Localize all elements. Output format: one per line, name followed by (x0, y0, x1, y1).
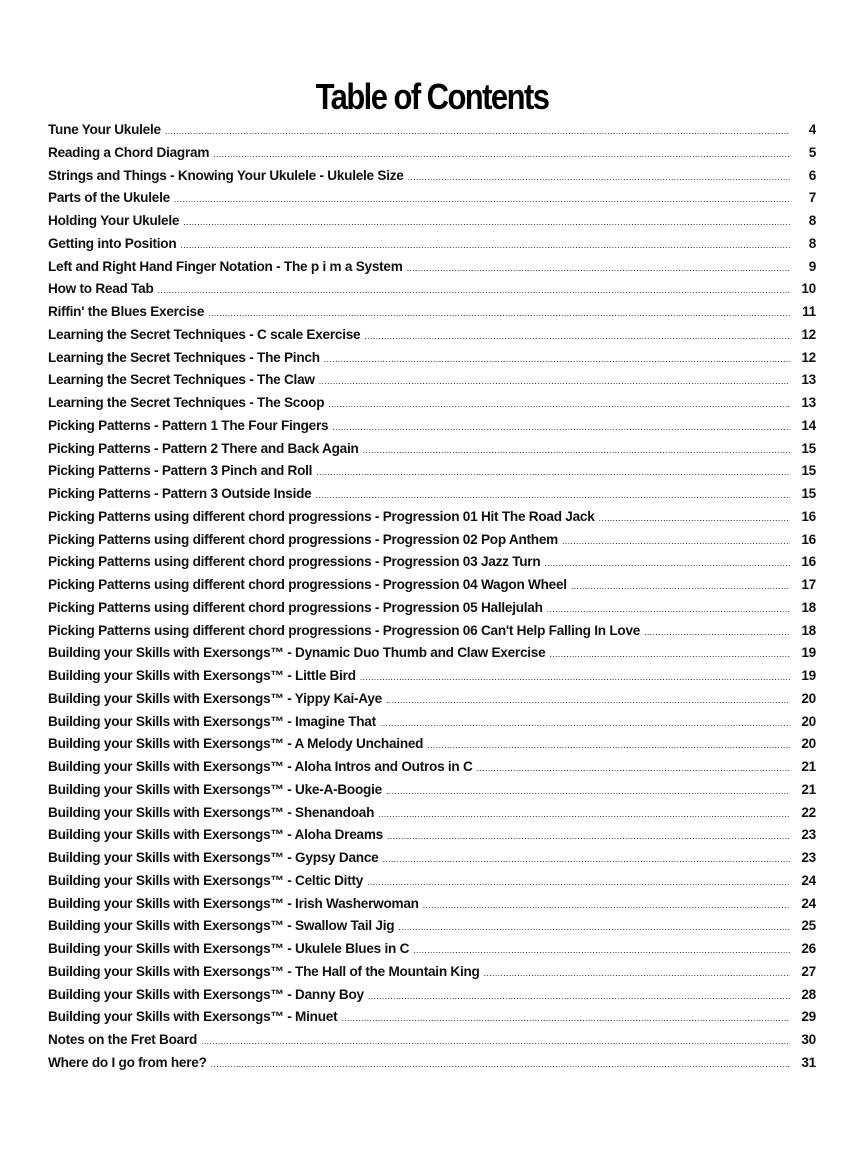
toc-entry-title: Building your Skills with Exersongs™ - Celtic Ditty (48, 872, 364, 888)
toc-entry[interactable] (48, 509, 816, 532)
toc-entry[interactable] (48, 1009, 816, 1032)
dot-leader (364, 331, 790, 341)
dot-leader (363, 445, 790, 455)
dot-leader (183, 217, 790, 227)
toc-entry-title: Learning the Secret Techniques - The Pinch (48, 349, 320, 365)
dot-leader (378, 809, 790, 819)
toc-entry-title: Picking Patterns - Pattern 2 There and Back Again (48, 440, 359, 456)
toc-entry-title: Picking Patterns using different chord progressions - Progression 04 Wagon Wheel (48, 577, 567, 592)
toc-entry[interactable] (48, 736, 816, 759)
dot-leader (544, 558, 790, 568)
toc-entry-page-number: 13 (801, 395, 816, 410)
toc-entry[interactable] (48, 782, 816, 805)
toc-entry-page-number: 21 (801, 759, 816, 774)
dot-leader (332, 422, 790, 432)
toc-entry-title: Picking Patterns using different chord progressions - Progression 01 Hit The Road Jack (48, 508, 595, 524)
dot-leader (547, 604, 790, 614)
toc-entry-title: Picking Patterns - Pattern 1 The Four Fingers (48, 417, 329, 433)
dot-leader (360, 672, 790, 682)
toc-entry-page-number: 28 (801, 986, 816, 1002)
table-of-contents (48, 122, 816, 1078)
toc-entry[interactable] (48, 714, 816, 737)
dot-leader (368, 991, 790, 1001)
toc-entry-title: Building your Skills with Exersongs™ - Ukulele Blues in C (48, 941, 410, 956)
toc-entry-title: Building your Skills with Exersongs™ - Uke-A-Boogie (48, 781, 382, 797)
toc-entry[interactable] (48, 918, 816, 941)
toc-entry-page-number: 12 (801, 326, 816, 342)
toc-entry-title: Building your Skills with Exersongs™ - Yippy Kai-Aye (48, 690, 382, 706)
toc-entry[interactable] (48, 873, 816, 896)
toc-entry-page-number: 19 (801, 668, 816, 683)
toc-entry[interactable] (48, 304, 816, 327)
toc-entry[interactable] (48, 441, 816, 464)
toc-entry[interactable] (48, 691, 816, 714)
dot-leader (398, 922, 790, 932)
toc-entry[interactable] (48, 964, 816, 987)
toc-entry-title: Getting into Position (48, 235, 177, 251)
dot-leader (201, 1036, 790, 1046)
toc-entry-page-number: 12 (801, 349, 816, 365)
toc-entry[interactable] (48, 350, 816, 373)
toc-entry-title: Building your Skills with Exersongs™ - Shenandoah (48, 804, 375, 820)
toc-entry-page-number: 23 (801, 850, 816, 865)
toc-entry[interactable] (48, 145, 816, 168)
toc-entry[interactable] (48, 236, 816, 259)
toc-entry-title: Building your Skills with Exersongs™ - Little Bird (48, 668, 356, 683)
dot-leader (341, 1013, 790, 1023)
toc-entry-page-number: 9 (808, 258, 816, 274)
toc-entry-page-number: 10 (801, 281, 816, 297)
toc-entry[interactable] (48, 850, 816, 873)
toc-entry-title: Building your Skills with Exersongs™ - Irish Washerwoman (48, 895, 419, 911)
dot-leader (413, 945, 790, 955)
toc-entry-title: Learning the Secret Techniques - C scale Exercise (48, 326, 361, 342)
toc-entry-title: Picking Patterns - Pattern 3 Outside Inside (48, 486, 312, 501)
dot-leader (319, 376, 790, 386)
toc-entry-title: Where do I go from here? (48, 1054, 207, 1070)
toc-entry[interactable] (48, 395, 816, 418)
toc-entry-title: Notes on the Fret Board (48, 1032, 198, 1047)
toc-entry[interactable] (48, 1055, 816, 1078)
toc-entry[interactable] (48, 213, 816, 236)
toc-entry[interactable] (48, 896, 816, 919)
dot-leader (367, 877, 790, 887)
toc-entry[interactable] (48, 623, 816, 646)
dot-leader (387, 831, 790, 841)
toc-entry-title: Strings and Things - Knowing Your Ukulele - Ukulele Size (48, 167, 404, 183)
toc-entry-page-number: 27 (801, 963, 816, 979)
dot-leader (408, 172, 790, 182)
toc-entry-page-number: 20 (801, 690, 816, 706)
toc-entry[interactable] (48, 168, 816, 191)
dot-leader (315, 490, 790, 500)
dot-leader (213, 149, 790, 159)
toc-entry-page-number: 14 (801, 417, 816, 433)
toc-entry-page-number: 18 (801, 622, 816, 638)
toc-entry-title: Picking Patterns using different chord progressions - Progression 02 Pop Anthem (48, 531, 558, 547)
toc-entry-page-number: 11 (802, 304, 816, 319)
dot-leader (328, 399, 790, 409)
toc-entry[interactable] (48, 372, 816, 395)
dot-leader (386, 786, 790, 796)
dot-leader (165, 126, 790, 136)
toc-entry-page-number: 25 (801, 918, 816, 934)
toc-entry-page-number: 15 (801, 463, 816, 479)
dot-leader (180, 240, 790, 250)
toc-entry-title: Building your Skills with Exersongs™ - A Melody Unchained (48, 736, 424, 752)
toc-entry[interactable] (48, 759, 816, 782)
toc-entry-title: Building your Skills with Exersongs™ - Imagine That (48, 713, 376, 729)
toc-entry-title: Building your Skills with Exersongs™ - Aloha Intros and Outros in C (48, 759, 473, 774)
dot-leader (423, 900, 790, 910)
toc-entry-title: Learning the Secret Techniques - The Scoop (48, 395, 325, 410)
toc-entry-page-number: 5 (808, 144, 816, 160)
dot-leader (208, 308, 790, 318)
toc-entry-page-number: 26 (801, 941, 816, 956)
dot-leader (316, 467, 790, 477)
dot-leader (644, 627, 790, 637)
toc-entry[interactable] (48, 827, 816, 850)
toc-entry-page-number: 15 (801, 440, 816, 456)
toc-entry[interactable] (48, 600, 816, 623)
toc-entry-title: How to Read Tab (48, 281, 154, 297)
dot-leader (562, 536, 790, 546)
dot-leader (158, 285, 790, 295)
toc-entry-title: Building your Skills with Exersongs™ - Danny Boy (48, 986, 364, 1002)
toc-entry-title: Learning the Secret Techniques - The Claw (48, 372, 315, 388)
toc-entry-title: Tune Your Ukulele (48, 122, 161, 137)
toc-entry[interactable] (48, 668, 816, 691)
toc-entry-page-number: 18 (801, 599, 816, 615)
toc-entry[interactable] (48, 486, 816, 509)
toc-entry-page-number: 24 (801, 872, 816, 888)
dot-leader (477, 763, 790, 773)
toc-entry[interactable] (48, 554, 816, 577)
toc-entry-title: Picking Patterns using different chord progressions - Progression 05 Hallejulah (48, 599, 543, 615)
toc-entry-page-number: 16 (801, 531, 816, 547)
toc-entry-page-number: 7 (808, 190, 816, 206)
toc-entry-page-number: 19 (801, 645, 816, 661)
toc-entry-page-number: 6 (808, 167, 816, 183)
dot-leader (599, 513, 790, 523)
dot-leader (174, 194, 790, 204)
toc-entry-page-number: 8 (808, 235, 816, 251)
toc-entry-page-number: 8 (808, 213, 816, 228)
dot-leader (211, 1059, 790, 1069)
dot-leader (549, 649, 790, 659)
toc-entry[interactable] (48, 190, 816, 213)
toc-entry[interactable] (48, 122, 816, 145)
toc-entry[interactable] (48, 1032, 816, 1055)
toc-entry[interactable] (48, 281, 816, 304)
toc-entry-title: Riffin' the Blues Exercise (48, 304, 205, 319)
toc-entry-title: Building your Skills with Exersongs™ - Gypsy Dance (48, 850, 379, 865)
toc-entry-page-number: 16 (801, 508, 816, 524)
toc-entry-page-number: 29 (801, 1009, 816, 1025)
toc-entry[interactable] (48, 805, 816, 828)
toc-entry-title: Reading a Chord Diagram (48, 144, 210, 160)
toc-entry-title: Picking Patterns using different chord progressions - Progression 03 Jazz Turn (48, 554, 541, 570)
toc-entry-title: Building your Skills with Exersongs™ - Dynamic Duo Thumb and Claw Exercise (48, 645, 546, 661)
toc-entry-page-number: 17 (801, 577, 816, 592)
toc-entry-title: Building your Skills with Exersongs™ - Aloha Dreams (48, 827, 383, 843)
toc-entry-page-number: 30 (801, 1032, 816, 1047)
toc-entry-title: Building your Skills with Exersongs™ - Swallow Tail Jig (48, 918, 395, 934)
dot-leader (324, 354, 790, 364)
page-title: Table of Contents (315, 76, 549, 118)
dot-leader (407, 263, 790, 273)
toc-entry[interactable] (48, 259, 816, 282)
dot-leader (382, 854, 790, 864)
toc-entry[interactable] (48, 987, 816, 1010)
toc-entry-page-number: 24 (801, 895, 816, 911)
toc-entry-page-number: 21 (801, 781, 816, 797)
dot-leader (484, 968, 790, 978)
toc-entry-page-number: 15 (801, 486, 816, 501)
toc-entry-title: Left and Right Hand Finger Notation - The p i m a System (48, 258, 403, 274)
dot-leader (571, 581, 790, 591)
dot-leader (380, 718, 790, 728)
toc-entry-page-number: 31 (801, 1054, 816, 1070)
toc-entry-title: Building your Skills with Exersongs™ - The Hall of the Mountain King (48, 963, 480, 979)
toc-entry-title: Picking Patterns using different chord progressions - Progression 06 Can't Help Falling In Love (48, 622, 641, 638)
toc-entry[interactable] (48, 645, 816, 668)
dot-leader (427, 740, 790, 750)
toc-entry[interactable] (48, 327, 816, 350)
toc-entry-title: Parts of the Ukulele (48, 190, 170, 206)
toc-entry-title: Holding Your Ukulele (48, 213, 180, 228)
toc-entry[interactable] (48, 577, 816, 600)
toc-entry-page-number: 20 (801, 713, 816, 729)
dot-leader (386, 695, 790, 705)
toc-entry-title: Building your Skills with Exersongs™ - Minuet (48, 1009, 338, 1025)
toc-entry-page-number: 13 (801, 372, 816, 388)
toc-entry-page-number: 4 (808, 122, 816, 137)
toc-entry[interactable] (48, 941, 816, 964)
toc-entry-page-number: 22 (801, 804, 816, 820)
toc-entry[interactable] (48, 532, 816, 555)
toc-entry-page-number: 23 (801, 827, 816, 843)
toc-entry[interactable] (48, 463, 816, 486)
toc-entry[interactable] (48, 418, 816, 441)
toc-entry-title: Picking Patterns - Pattern 3 Pinch and Roll (48, 463, 313, 479)
toc-entry-page-number: 16 (801, 554, 816, 570)
toc-entry-page-number: 20 (801, 736, 816, 752)
